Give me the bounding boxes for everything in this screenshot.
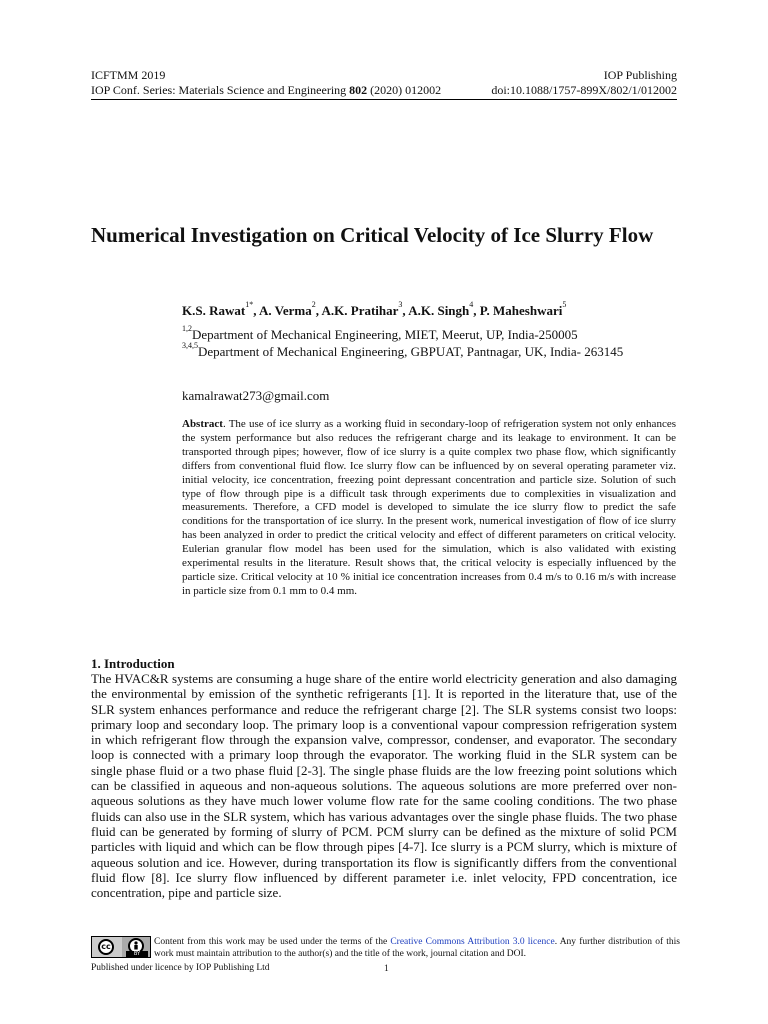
author-separator: , (473, 303, 480, 318)
section-heading: 1. Introduction (91, 656, 175, 671)
cc-icon: cc (98, 939, 114, 955)
conference-name: ICFTMM 2019 (91, 68, 166, 82)
series-year: (2020) 012002 (370, 83, 442, 97)
affiliation-1-marker: 1,2 (182, 324, 192, 333)
license-text (154, 936, 680, 960)
series-prefix: IOP Conf. Series: Materials Science and Engineering (91, 83, 347, 97)
author-affiliation-marker: 1* (245, 300, 254, 309)
author-name: A.K. Pratihar (321, 303, 399, 318)
author-separator: , (315, 303, 322, 318)
corresponding-email[interactable]: kamalrawat273@gmail.com (182, 388, 330, 403)
abstract-text: . The use of ice slurry as a working fluid in secondary-loop of refrigeration system not only enhances the system performance but also reduces the refrigerant charge and its leakage to environment. It can be transported through pipes; however, flow of ice slurry is a quite complex two phase flow, which significantly differs from conventional fluid flow. Ice slurry flow can be influenced by on several operating parameter viz. initial velocity, ice concentration, freezing point depressant concentration and particle size. Solution of such type of flow through pipe is a difficult task through experiments due to complexities in visualization and measurements. Therefore, a CFD model is developed to simulate the ice slurry flow to predict the safe conditions for the transportation of ice slurry. In the present work, numerical investigation of flow of ice slurry has been analyzed in order to predict the critical velocity and effect of different parameters on critical velocity. Eulerian granular flow model has been used for the simulation, which is also validated with existing experimental results in the literature. Result shows that, the critical velocity is especially influenced by the particle size. Critical velocity at 10 % initial ice concentration increases from 0.4 m/s to 0.16 m/s with increase in particle size from 0.1 mm to 0.4 mm. (182, 418, 676, 597)
license-text-after: . Any further distribution of this work must maintain attribution to the author(s) and the title of the work, journal citation and DOI. (154, 937, 680, 959)
author-separator: , (253, 303, 259, 318)
volume-number: 802 (349, 83, 368, 97)
licence-link[interactable]: Creative Commons Attribution 3.0 licence (390, 937, 555, 947)
abstract-label: Abstract (182, 418, 223, 430)
header-rule (91, 99, 677, 100)
cc-by-badge[interactable] (91, 936, 151, 958)
license-block (91, 936, 681, 962)
author-affiliation-marker: 4 (469, 300, 474, 309)
affiliation-2-marker: 3,4,5 (182, 341, 198, 350)
affiliation-2-text: Department of Mechanical Engineering, GBPUAT, Pantnagar, UK, India- 263145 (198, 344, 624, 359)
footer-publisher-note: Published under licence by IOP Publishing Ltd (91, 963, 270, 973)
running-header-top (91, 68, 677, 82)
affiliation-2 (182, 341, 624, 360)
author-separator: , (402, 303, 409, 318)
author-affiliation-marker: 2 (311, 300, 316, 309)
series-citation (91, 83, 441, 97)
doi[interactable]: doi:10.1088/1757-899X/802/1/012002 (491, 83, 677, 97)
affiliation-1 (182, 324, 578, 343)
abstract (182, 418, 676, 599)
paper-title: Numerical Investigation on Critical Velocity of Ice Slurry Flow (91, 223, 654, 247)
author-affiliation-marker: 5 (562, 300, 567, 309)
page-number: 1 (384, 964, 389, 974)
section-body: The HVAC&R systems are consuming a huge share of the entire world electricity generation and also damaging the environmental by emission of the synthetic refrigerants [1]. It is reported in the literature that, use of the SLR system enhances performance and reduce the refrigerant charge [2]. The SLR systems consist two loops: primary loop and secondary loop. The primary loop is a conventional vapour compression refrigeration system in which refrigerant flow through the expansion valve, compressor, condenser, and evaporator. The secondary loop is connected with a primary loop through the evaporator. The working fluid in the SLR system can be single phase fluid or a two phase fluid [2-3]. The single phase fluids are the low freezing point solutions which can be classified in aqueous and non-aqueous solutions. The aqueous solutions are more preferred over non-aqueous solutions as they have much lower volume flow rate for the same cooling conditions. The two phase fluids can also use in the SLR system, which has various advantages over the single phase fluids. The two phase fluid can be generated by forming of slurry of PCM. PCM slurry can be defined as the mixture of solid PCM particles with liquid and which can be flow through pipes [4-7]. Ice slurry is a PCM slurry, which is mixture of aqueous solution and ice. However, during transportation its flow is significantly differs from the conventional fluid flow [8]. Ice slurry flow influenced by different parameter i.e. inlet velocity, FPD concentration, ice concentration, pipe and particle size. (91, 671, 677, 901)
author-name: A.K. Singh (408, 303, 470, 318)
author-name: P. Maheshwari (479, 303, 563, 318)
running-header-series (91, 83, 677, 97)
by-label: BY (126, 951, 148, 957)
author-affiliation-marker: 3 (398, 300, 403, 309)
author-list (182, 300, 567, 319)
license-text-before: Content from this work may be used under the terms of the (154, 937, 391, 947)
publisher-name: IOP Publishing (603, 68, 677, 82)
author-name: K.S. Rawat (182, 303, 246, 318)
affiliation-1-text: Department of Mechanical Engineering, MIET, Meerut, UP, India-250005 (192, 327, 578, 342)
author-name: A. Verma (259, 303, 312, 318)
